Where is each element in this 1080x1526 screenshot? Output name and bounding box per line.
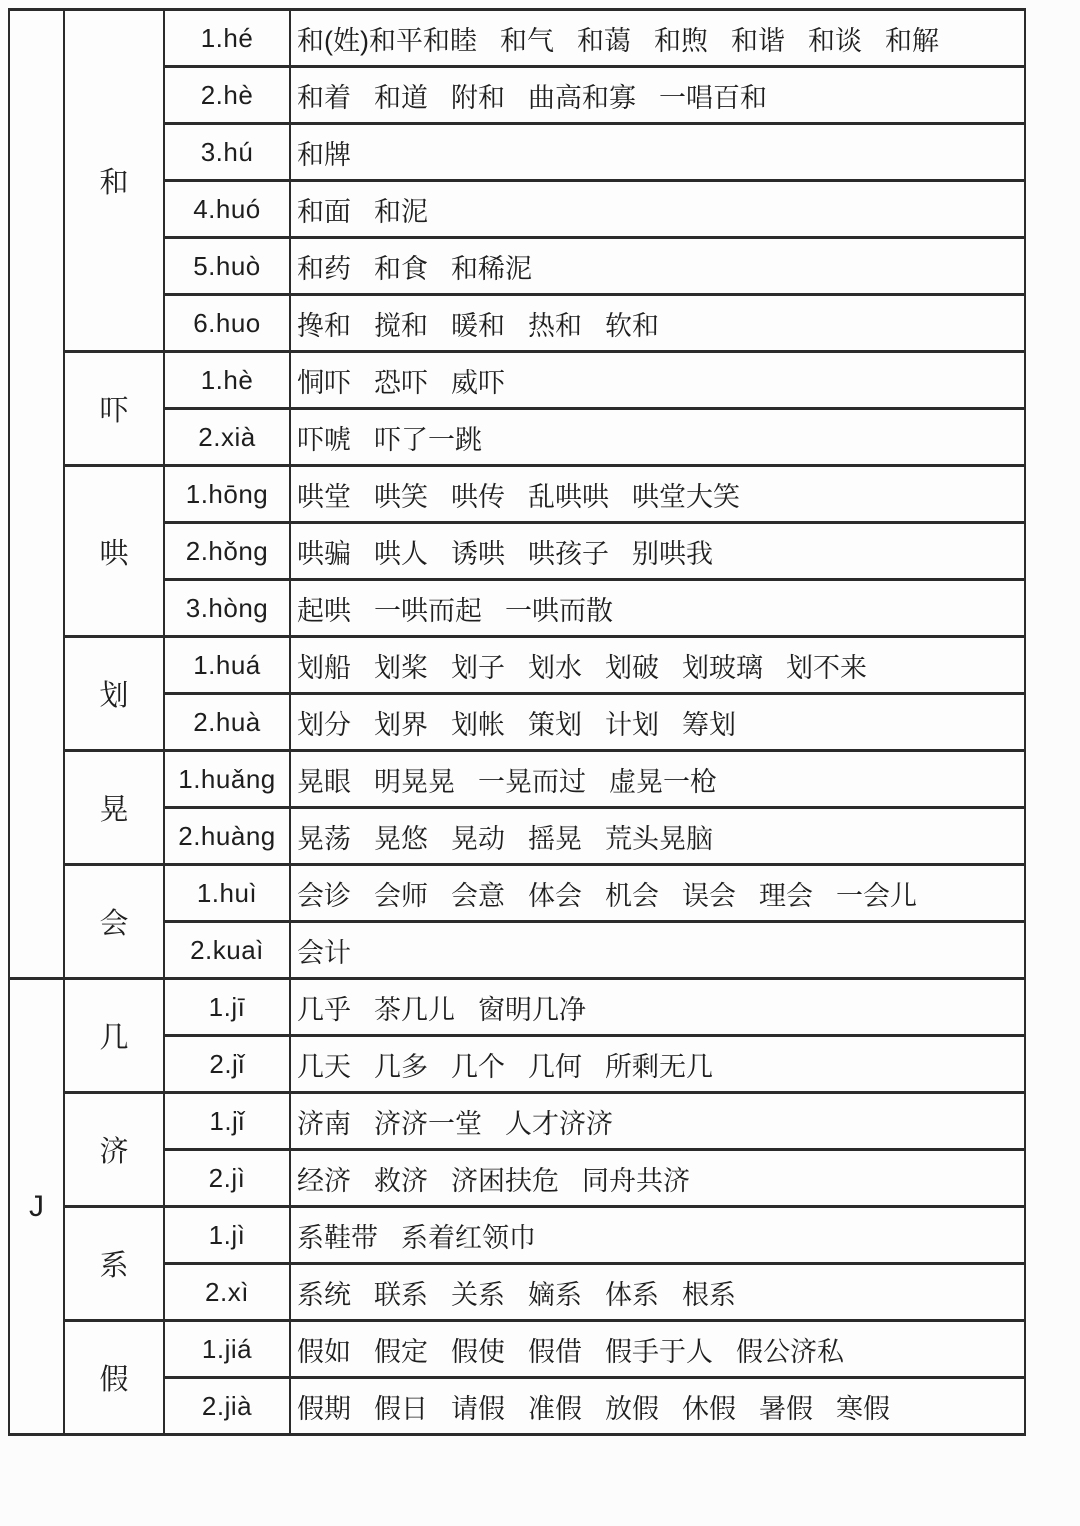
word: 附和 xyxy=(451,82,505,113)
word: 所剩无几 xyxy=(605,1051,713,1082)
word: 计划 xyxy=(605,709,659,740)
table-row xyxy=(9,1207,1025,1264)
word: 一会儿 xyxy=(836,880,917,911)
pinyin-cell: 1.hé xyxy=(164,10,290,67)
word: 哄孩子 xyxy=(528,538,609,569)
word: 筹划 xyxy=(682,709,736,740)
words-cell xyxy=(290,637,1025,694)
word: 划桨 xyxy=(374,652,428,683)
table-row xyxy=(9,751,1025,808)
polyphone-table-body xyxy=(9,10,1025,1435)
words-cell xyxy=(290,1378,1025,1435)
word: 软和 xyxy=(605,310,659,341)
word: 关系 xyxy=(451,1279,505,1310)
word: 请假 xyxy=(451,1393,505,1424)
word: 会诊 xyxy=(297,880,351,911)
words-cell xyxy=(290,523,1025,580)
words-cell xyxy=(290,1093,1025,1150)
pinyin-cell: 2.jì xyxy=(164,1150,290,1207)
word: 和牌 xyxy=(297,139,351,170)
word: 和蔼 xyxy=(576,25,631,56)
words-cell xyxy=(290,808,1025,865)
word: 划帐 xyxy=(451,709,505,740)
word: 策划 xyxy=(528,709,582,740)
word: 休假 xyxy=(682,1393,736,1424)
character-cell: 几 xyxy=(64,979,164,1093)
word: 和解 xyxy=(884,25,939,56)
words-cell xyxy=(290,1207,1025,1264)
words-cell xyxy=(290,10,1025,67)
words-cell xyxy=(290,124,1025,181)
word: 假借 xyxy=(528,1336,582,1367)
pinyin-cell: 1.jǐ xyxy=(164,1093,290,1150)
word: 济济一堂 xyxy=(374,1108,482,1139)
letter-cell: J xyxy=(9,979,64,1435)
word: 济困扶危 xyxy=(451,1165,559,1196)
word: 晃悠 xyxy=(374,823,428,854)
word: 明晃晃 xyxy=(374,766,455,797)
letter-cell xyxy=(9,10,64,979)
word: 恐吓 xyxy=(374,367,428,398)
word: 热和 xyxy=(528,310,582,341)
polyphone-character-table xyxy=(8,8,1026,1436)
word: 吓唬 xyxy=(297,424,351,455)
word: 放假 xyxy=(605,1393,659,1424)
word: 窗明几净 xyxy=(478,994,586,1025)
word: 几乎 xyxy=(297,994,351,1025)
words-cell xyxy=(290,694,1025,751)
word: 假公济私 xyxy=(736,1336,844,1367)
words-cell xyxy=(290,1264,1025,1321)
pinyin-cell: 2.jià xyxy=(164,1378,290,1435)
word: 几多 xyxy=(374,1051,428,1082)
word: 体会 xyxy=(528,880,582,911)
word: 和面 xyxy=(297,196,351,227)
word: 和道 xyxy=(374,82,428,113)
word: 哄笑 xyxy=(374,481,428,512)
table-row xyxy=(9,10,1025,67)
word: 系着红领巾 xyxy=(401,1222,536,1253)
word: 恫吓 xyxy=(297,367,351,398)
pinyin-cell: 1.jī xyxy=(164,979,290,1036)
word: 会意 xyxy=(451,880,505,911)
word: 划玻璃 xyxy=(682,652,763,683)
word: 威吓 xyxy=(451,367,505,398)
word: 和气 xyxy=(499,25,554,56)
table-row xyxy=(9,979,1025,1036)
words-cell xyxy=(290,409,1025,466)
word: 假定 xyxy=(374,1336,428,1367)
words-cell xyxy=(290,67,1025,124)
word: 和着 xyxy=(297,82,351,113)
character-cell: 会 xyxy=(64,865,164,979)
word: 划分 xyxy=(297,709,351,740)
pinyin-cell: 5.huò xyxy=(164,238,290,295)
pinyin-cell: 1.huì xyxy=(164,865,290,922)
word: 哄堂 xyxy=(297,481,351,512)
word: 和泥 xyxy=(374,196,428,227)
word: 晃动 xyxy=(451,823,505,854)
word: 划子 xyxy=(451,652,505,683)
word: 虚晃一枪 xyxy=(609,766,717,797)
word: 一晃而过 xyxy=(478,766,586,797)
word: 荒头晃脑 xyxy=(605,823,713,854)
word: 救济 xyxy=(374,1165,428,1196)
word: 假如 xyxy=(297,1336,351,1367)
word: 和食 xyxy=(374,253,428,284)
table-row xyxy=(9,466,1025,523)
word: 划界 xyxy=(374,709,428,740)
word: 联系 xyxy=(374,1279,428,1310)
word: 搀和 xyxy=(297,310,351,341)
words-cell xyxy=(290,1036,1025,1093)
word: 哄传 xyxy=(451,481,505,512)
pinyin-cell: 1.hè xyxy=(164,352,290,409)
words-cell xyxy=(290,922,1025,979)
pinyin-cell: 1.hōng xyxy=(164,466,290,523)
word: 划不来 xyxy=(786,652,867,683)
word: 别哄我 xyxy=(632,538,713,569)
word: 一哄而散 xyxy=(505,595,613,626)
word: 嫡系 xyxy=(528,1279,582,1310)
character-cell: 划 xyxy=(64,637,164,751)
word: 晃眼 xyxy=(297,766,351,797)
word: 哄堂大笑 xyxy=(632,481,740,512)
pinyin-cell: 1.jiá xyxy=(164,1321,290,1378)
word: 几个 xyxy=(451,1051,505,1082)
word: 摇晃 xyxy=(528,823,582,854)
pinyin-cell: 3.hòng xyxy=(164,580,290,637)
word: 茶几儿 xyxy=(374,994,455,1025)
pinyin-cell: 4.huó xyxy=(164,181,290,238)
word: 和药 xyxy=(297,253,351,284)
pinyin-cell: 2.kuaì xyxy=(164,922,290,979)
word: 假期 xyxy=(297,1393,351,1424)
character-cell: 晃 xyxy=(64,751,164,865)
word: 济南 xyxy=(297,1108,351,1139)
word: 系鞋带 xyxy=(297,1222,378,1253)
table-row xyxy=(9,865,1025,922)
word: 哄人 xyxy=(374,538,428,569)
word: 假日 xyxy=(374,1393,428,1424)
words-cell xyxy=(290,979,1025,1036)
pinyin-cell: 2.hè xyxy=(164,67,290,124)
word: 一唱百和 xyxy=(659,82,767,113)
word: 和煦 xyxy=(653,25,708,56)
words-cell xyxy=(290,580,1025,637)
words-cell xyxy=(290,751,1025,808)
character-cell: 系 xyxy=(64,1207,164,1321)
word: 理会 xyxy=(759,880,813,911)
word: 几天 xyxy=(297,1051,351,1082)
words-cell xyxy=(290,181,1025,238)
word: 同舟共济 xyxy=(582,1165,690,1196)
word: 晃荡 xyxy=(297,823,351,854)
table-row xyxy=(9,637,1025,694)
word: 经济 xyxy=(297,1165,351,1196)
pinyin-cell: 6.huo xyxy=(164,295,290,352)
words-cell xyxy=(290,238,1025,295)
pinyin-cell: 2.huàng xyxy=(164,808,290,865)
pinyin-cell: 2.xì xyxy=(164,1264,290,1321)
words-cell xyxy=(290,1321,1025,1378)
word: 和谈 xyxy=(807,25,862,56)
pinyin-cell: 2.hǒng xyxy=(164,523,290,580)
word: 机会 xyxy=(605,880,659,911)
word: 寒假 xyxy=(836,1393,890,1424)
character-cell: 假 xyxy=(64,1321,164,1435)
word: 根系 xyxy=(682,1279,736,1310)
character-cell: 济 xyxy=(64,1093,164,1207)
word: 系统 xyxy=(297,1279,351,1310)
character-cell: 哄 xyxy=(64,466,164,637)
words-cell xyxy=(290,295,1025,352)
pinyin-cell: 2.xià xyxy=(164,409,290,466)
word: 乱哄哄 xyxy=(528,481,609,512)
word: 暑假 xyxy=(759,1393,813,1424)
word: 划船 xyxy=(297,652,351,683)
word: 起哄 xyxy=(297,595,351,626)
word: 会师 xyxy=(374,880,428,911)
word: 会计 xyxy=(297,937,351,968)
character-cell: 吓 xyxy=(64,352,164,466)
pinyin-cell: 2.jǐ xyxy=(164,1036,290,1093)
pinyin-cell: 2.huà xyxy=(164,694,290,751)
word: 吓了一跳 xyxy=(374,424,482,455)
word: 假使 xyxy=(451,1336,505,1367)
pinyin-cell: 1.jì xyxy=(164,1207,290,1264)
word: 搅和 xyxy=(374,310,428,341)
word: 划破 xyxy=(605,652,659,683)
words-cell xyxy=(290,865,1025,922)
word: 假手于人 xyxy=(605,1336,713,1367)
word: 一哄而起 xyxy=(374,595,482,626)
words-cell xyxy=(290,466,1025,523)
word: 误会 xyxy=(682,880,736,911)
words-cell xyxy=(290,352,1025,409)
word: 划水 xyxy=(528,652,582,683)
word: 暖和 xyxy=(451,310,505,341)
words-cell xyxy=(290,1150,1025,1207)
word: 几何 xyxy=(528,1051,582,1082)
character-cell: 和 xyxy=(64,10,164,352)
pinyin-cell: 3.hú xyxy=(164,124,290,181)
table-row xyxy=(9,1321,1025,1378)
word: 人才济济 xyxy=(505,1108,613,1139)
word: 和(姓)和平和睦 xyxy=(297,25,477,56)
word: 曲高和寡 xyxy=(528,82,636,113)
word: 哄骗 xyxy=(297,538,351,569)
word: 诱哄 xyxy=(451,538,505,569)
table-row xyxy=(9,352,1025,409)
table-row xyxy=(9,1093,1025,1150)
pinyin-cell: 1.huá xyxy=(164,637,290,694)
word: 和谐 xyxy=(730,25,785,56)
word: 体系 xyxy=(605,1279,659,1310)
word: 和稀泥 xyxy=(451,253,532,284)
pinyin-cell: 1.huǎng xyxy=(164,751,290,808)
word: 准假 xyxy=(528,1393,582,1424)
